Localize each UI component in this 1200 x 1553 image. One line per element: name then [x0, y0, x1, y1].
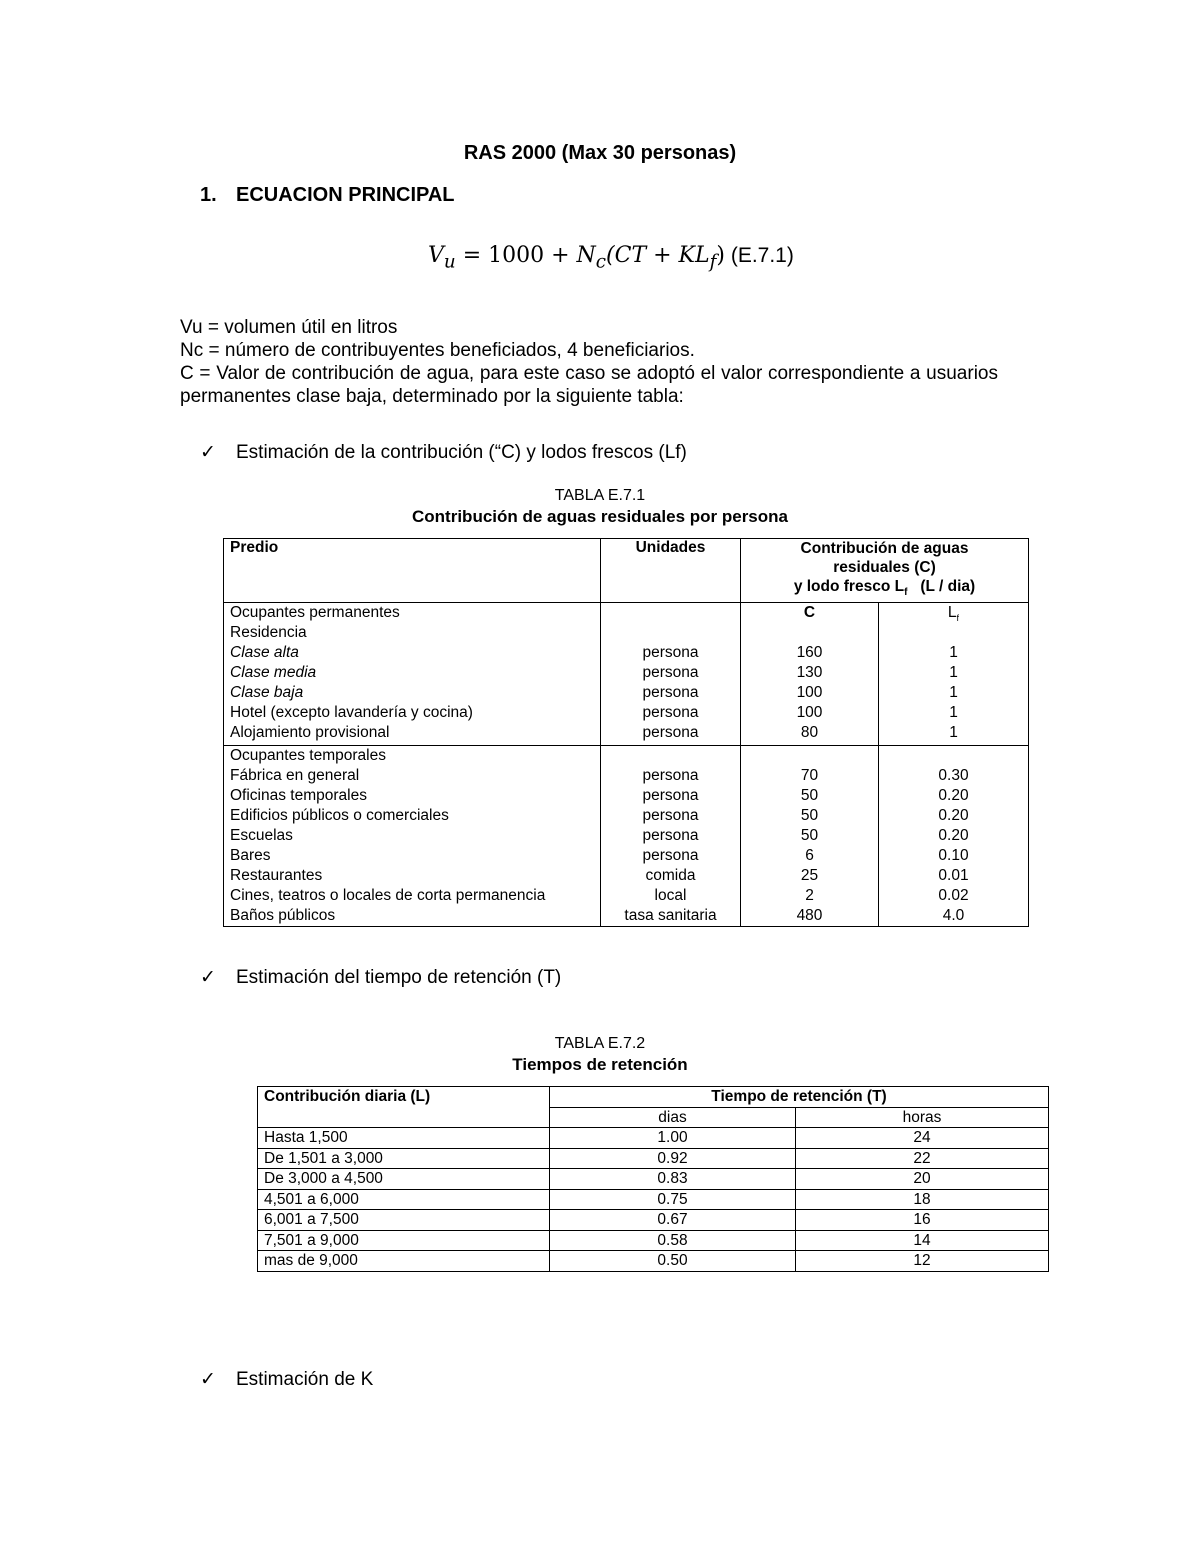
- table1-caption-block: [0, 485, 1200, 527]
- rango-cell: De 3,000 a 4,500: [258, 1169, 550, 1190]
- section-number: 1.: [200, 184, 217, 206]
- horas-cell: 20: [796, 1169, 1049, 1190]
- c-value: 130: [796, 664, 823, 682]
- c-value: 160: [796, 644, 823, 662]
- document-title: RAS 2000 (Max 30 personas): [463, 142, 737, 164]
- horas-cell: 16: [796, 1210, 1049, 1231]
- predio-item: Cines, teatros o locales de corta permanencia: [230, 887, 546, 905]
- check-icon: ✓: [200, 442, 216, 463]
- table1-caption: TABLA E.7.1: [554, 487, 646, 504]
- main-equation: [428, 243, 794, 272]
- check-icon: ✓: [200, 1369, 216, 1390]
- table-header-row: [224, 539, 1029, 603]
- c-value: 100: [796, 684, 823, 702]
- c-value: 25: [800, 867, 819, 885]
- eq-u: u: [443, 251, 456, 273]
- header-contribucion: [741, 539, 1029, 603]
- dias-cell: 0.75: [550, 1189, 796, 1210]
- header-contrib-line3a: y lodo fresco L: [793, 578, 905, 595]
- c-value: 2: [805, 887, 814, 905]
- group2-lf-cell: [879, 746, 1029, 927]
- header-dias: dias: [550, 1107, 796, 1128]
- header-contrib-line2: residuales (C): [833, 559, 936, 576]
- rango-cell: mas de 9,000: [258, 1251, 550, 1272]
- lf-value: 0.20: [938, 827, 969, 845]
- eq-tag: (E.7.1): [725, 244, 794, 267]
- rango-cell: 6,001 a 7,500: [258, 1210, 550, 1231]
- unidad-item: persona: [642, 684, 699, 702]
- dias-cell: 0.92: [550, 1148, 796, 1169]
- c-value: 100: [796, 704, 823, 722]
- group1-lf-cell: [879, 603, 1029, 746]
- predio-item: Edificios públicos o comerciales: [230, 807, 449, 825]
- c-value: 50: [800, 807, 819, 825]
- predio-item: Oficinas temporales: [230, 787, 367, 805]
- section-heading: [200, 184, 455, 207]
- predio-item: Restaurantes: [230, 867, 323, 885]
- check-icon: ✓: [200, 967, 216, 988]
- table-row: [258, 1148, 1049, 1169]
- horas-cell: 12: [796, 1251, 1049, 1272]
- dias-cell: 0.50: [550, 1251, 796, 1272]
- predio-item: Baños públicos: [230, 907, 336, 925]
- group-subtitle: Residencia: [230, 624, 307, 642]
- lf-value: 1: [949, 664, 958, 682]
- unidad-item: persona: [642, 787, 699, 805]
- header-tiempo: Tiempo de retención (T): [550, 1087, 1049, 1108]
- section-title: ECUACION PRINCIPAL: [236, 184, 455, 206]
- header-contrib-line3: [747, 577, 1022, 602]
- table1-subtitle: Contribución de aguas residuales por persona: [412, 507, 788, 526]
- table2-subtitle: Tiempos de retención: [512, 1055, 688, 1074]
- group-title: Ocupantes permanentes: [230, 604, 400, 622]
- lf-value: 1: [949, 684, 958, 702]
- group2-unidad-cell: [601, 746, 741, 927]
- group2-c-cell: [741, 746, 879, 927]
- eq-n: N: [576, 243, 596, 268]
- predio-item: Fábrica en general: [230, 767, 360, 785]
- c-value: 70: [800, 767, 819, 785]
- predio-item: Bares: [230, 847, 271, 865]
- header-contrib-line1: Contribución de aguas: [800, 540, 969, 557]
- rango-cell: De 1,501 a 3,000: [258, 1148, 550, 1169]
- dias-cell: 1.00: [550, 1128, 796, 1149]
- table-group-permanentes: [224, 603, 1029, 746]
- header-contrib-sub: f: [904, 587, 908, 599]
- group2-predio-cell: [224, 746, 601, 927]
- lf-value: 4.0: [942, 907, 965, 925]
- bullet-tiempo-retencion: [200, 966, 561, 989]
- eq-equals: = 1000 +: [455, 243, 577, 268]
- predio-item: Clase media: [230, 664, 317, 682]
- dias-cell: 0.58: [550, 1230, 796, 1251]
- eq-f: f: [709, 251, 717, 273]
- header-unidades: Unidades: [601, 539, 741, 603]
- horas-cell: 22: [796, 1148, 1049, 1169]
- dias-cell: 0.83: [550, 1169, 796, 1190]
- lf-value: 0.02: [938, 887, 969, 905]
- definition-vu: Vu = volumen útil en litros: [180, 317, 398, 338]
- predio-item: Clase alta: [230, 644, 299, 662]
- table-group-temporales: [224, 746, 1029, 927]
- predio-item: Escuelas: [230, 827, 293, 845]
- unidad-item: persona: [642, 644, 699, 662]
- lf-value: 0.20: [938, 787, 969, 805]
- unidad-item: persona: [642, 847, 699, 865]
- c-value: 480: [796, 907, 823, 925]
- unidad-item: persona: [642, 767, 699, 785]
- table-contribucion: [223, 538, 1029, 927]
- group1-unidad-cell: [601, 603, 741, 746]
- definition-c: C = Valor de contribución de agua, para este caso se adoptó el valor correspondiente a usuarios permanentes clase baja, determinado por la siguiente tabla:: [180, 363, 998, 407]
- lf-value: 1: [949, 704, 958, 722]
- table-row: [258, 1189, 1049, 1210]
- unidad-item: persona: [642, 664, 699, 682]
- lf-value: 0.20: [938, 807, 969, 825]
- eq-c: c: [595, 251, 607, 273]
- eq-close: ): [716, 243, 725, 268]
- definition-nc: Nc = número de contribuyentes beneficiados, 4 beneficiarios.: [180, 340, 695, 361]
- table-row: [258, 1169, 1049, 1190]
- lf-value: 1: [949, 724, 958, 742]
- c-value: 50: [800, 827, 819, 845]
- predio-item: Clase baja: [230, 684, 304, 702]
- bullet-contribucion: [200, 441, 687, 464]
- subheader-lf-sub: f: [956, 613, 960, 624]
- dias-cell: 0.67: [550, 1210, 796, 1231]
- table-header-row: [258, 1087, 1049, 1108]
- lf-value: 0.01: [938, 867, 969, 885]
- c-value: 6: [805, 847, 814, 865]
- unidad-item: persona: [642, 704, 699, 722]
- eq-mid: (CT + KL: [606, 243, 710, 268]
- bullet-estimacion-k: [200, 1368, 373, 1391]
- table-row: [258, 1128, 1049, 1149]
- table-row: [258, 1251, 1049, 1272]
- unidad-item: persona: [642, 807, 699, 825]
- rango-cell: 4,501 a 6,000: [258, 1189, 550, 1210]
- unidad-item: tasa sanitaria: [624, 907, 717, 925]
- c-value: 80: [800, 724, 819, 742]
- table-tiempos-retencion: [257, 1086, 1049, 1272]
- table-row: [258, 1230, 1049, 1251]
- unidad-item: persona: [642, 724, 699, 742]
- lf-value: 1: [949, 644, 958, 662]
- header-predio: Predio: [224, 539, 601, 603]
- horas-cell: 14: [796, 1230, 1049, 1251]
- horas-cell: 24: [796, 1128, 1049, 1149]
- rango-cell: Hasta 1,500: [258, 1128, 550, 1149]
- header-contrib-line3b: (L / dia): [907, 578, 976, 595]
- unidad-item: persona: [642, 827, 699, 845]
- group1-predio-cell: [224, 603, 601, 746]
- lf-value: 0.30: [938, 767, 969, 785]
- header-contribucion-diaria: Contribución diaria (L): [258, 1087, 550, 1128]
- predio-item: Hotel (excepto lavandería y cocina): [230, 704, 473, 722]
- predio-item: Alojamiento provisional: [230, 724, 390, 742]
- table2-caption: TABLA E.7.2: [554, 1035, 646, 1052]
- bullet-text: Estimación del tiempo de retención (T): [236, 967, 562, 988]
- unidad-item: comida: [645, 867, 696, 885]
- subheader-c: C: [803, 604, 816, 622]
- group-title: Ocupantes temporales: [230, 747, 386, 765]
- eq-v: V: [428, 243, 444, 268]
- horas-cell: 18: [796, 1189, 1049, 1210]
- group1-c-cell: [741, 603, 879, 746]
- subheader-lf-text: L: [947, 604, 957, 622]
- subheader-lf: [885, 603, 1022, 623]
- bullet-text: Estimación de la contribución (“C) y lodos frescos (Lf): [236, 442, 687, 463]
- table2-caption-block: [0, 1033, 1200, 1075]
- lf-value: 0.10: [938, 847, 969, 865]
- c-value: 50: [800, 787, 819, 805]
- header-horas: horas: [796, 1107, 1049, 1128]
- table-row: [258, 1210, 1049, 1231]
- bullet-text: Estimación de K: [236, 1369, 374, 1390]
- rango-cell: 7,501 a 9,000: [258, 1230, 550, 1251]
- unidad-item: local: [654, 887, 687, 905]
